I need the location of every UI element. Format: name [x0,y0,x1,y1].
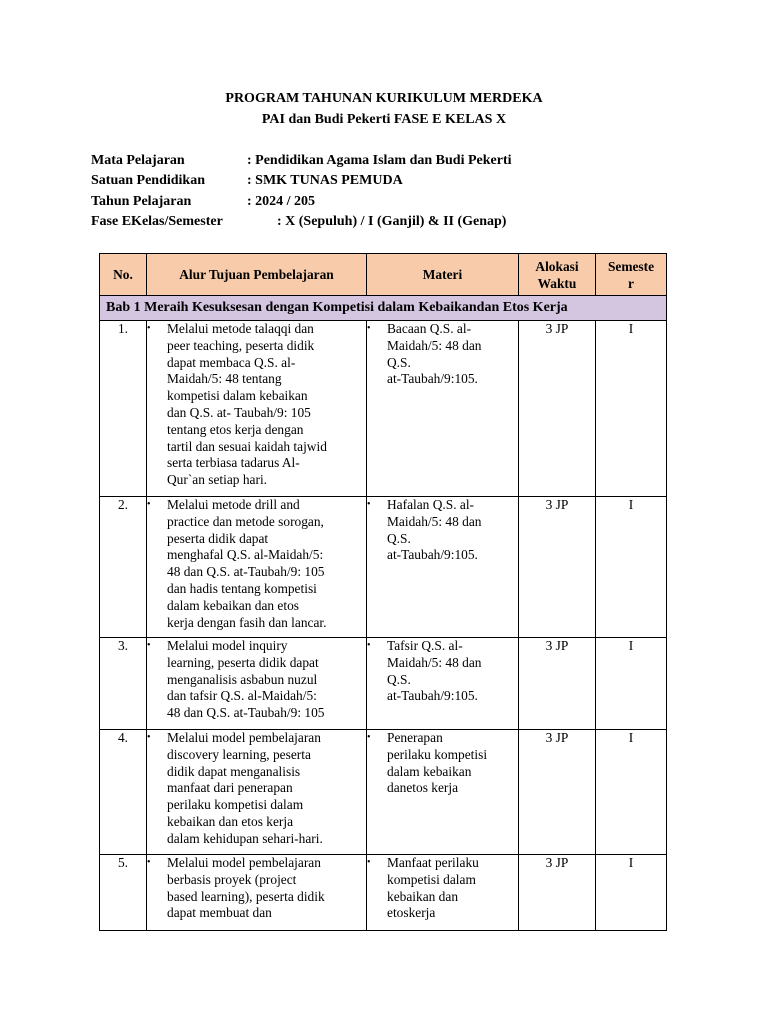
learning-objective-line: dalam kebaikan dan etos [167,597,299,613]
learning-objective-line: perilaku kompetisi dalam [167,797,304,813]
bullet-icon: • [147,732,151,743]
learning-objective-line: learning, peserta didik dapat [167,654,319,670]
learning-objective-line: dapat membuat dan [167,905,272,921]
learning-objective-line: Melalui model pembelajaran [167,855,321,870]
header-time-allocation-line1: Alokasi [535,258,579,274]
learning-objective-line: tentang etos kerja dengan [167,421,304,437]
table-row [100,638,667,730]
material-line: at-Taubah/9:105. [387,688,478,704]
learning-objective-line: based learning), peserta didik [167,888,325,904]
learning-objective-text [167,855,366,922]
bullet-icon: • [367,323,371,334]
material-line: Tafsir Q.S. al- [387,638,463,653]
time-allocation: 3 JP [519,855,596,931]
learning-objective-line: kebaikan dan etos kerja [167,813,294,829]
annual-program-table [99,253,667,931]
learning-objective-line: menganalisis asbabun nuzul [167,671,318,687]
material-line: Q.S. [387,354,411,370]
bullet-icon: • [147,323,151,334]
learning-objective-line: practice dan metode sorogan, [167,513,324,529]
learning-objective-line: berbasis proyek (project [167,871,297,887]
material-line: etoskerja [387,905,436,921]
learning-objective-cell [147,497,367,638]
bullet-icon: • [367,640,371,651]
bullet-icon: • [147,640,151,651]
learning-objective-cell [147,638,367,730]
row-number: 2. [100,497,147,638]
table-header-row [100,254,667,296]
header-semester [596,254,667,296]
learning-objective-line: 48 dan Q.S. at-Taubah/9: 105 [167,564,325,580]
header-time-allocation-line2: Waktu [537,275,577,291]
learning-objective-bullet-item [147,730,366,848]
material-line: danetos kerja [387,780,459,796]
row-number: 3. [100,638,147,730]
material-line: Manfaat perilaku [387,855,479,870]
row-number: 5. [100,855,147,931]
bullet-icon: • [367,732,371,743]
header-semester-line1: Semeste [607,258,655,274]
document-title: PROGRAM TAHUNAN KURIKULUM MERDEKA [225,91,543,106]
material-bullet-item [367,497,518,564]
learning-objective-line: Maidah/5: 48 tentang [167,371,282,387]
learning-objective-cell [147,730,367,855]
learning-objective-line: peer teaching, peserta didik [167,337,315,353]
learning-objective-line: peserta didik dapat [167,530,269,546]
learning-objective-line: 48 dan Q.S. at-Taubah/9: 105 [167,705,325,721]
learning-objective-bullet-item [147,638,366,722]
material-line: Q.S. [387,530,411,546]
material-line: Bacaan Q.S. al- [387,321,472,336]
time-allocation: 3 JP [519,497,596,638]
table-row [100,855,667,931]
material-line: kebaikan dan [387,888,459,904]
learning-objective-line: dapat membaca Q.S. al- [167,354,296,370]
material-text [387,638,518,705]
learning-objective-line: Melalui metode talaqqi dan [167,321,314,336]
material-line: Q.S. [387,671,411,687]
material-line: perilaku kompetisi [387,746,488,762]
material-bullet-item [367,730,518,797]
semester: I [596,638,667,730]
material-text [387,321,518,388]
material-cell [367,638,519,730]
learning-objective-line: kompetisi dalam kebaikan [167,388,308,404]
material-cell [367,497,519,638]
material-line: Maidah/5: 48 dan [387,654,482,670]
header-material: Materi [367,254,519,296]
learning-objective-line: serta terbiasa tadarus Al- [167,455,300,471]
learning-objective-text [167,321,366,489]
header-learning-objectives: Alur Tujuan Pembelajaran [147,254,367,296]
bullet-icon: • [147,499,151,510]
learning-objective-line: dalam kehidupan sehari-hari. [167,830,323,846]
learning-objective-text [167,638,366,722]
learning-objective-line: tartil dan sesuai kaidah tajwid [167,438,327,454]
material-text [387,497,518,564]
material-cell [367,730,519,855]
learning-objective-line: menghafal Q.S. al-Maidah/5: [167,547,324,563]
table-row [100,730,667,855]
learning-objective-line: Melalui metode drill and [167,497,300,512]
phase-value: : X (Sepuluh) / I (Ganjil) & II (Genap) [277,214,507,229]
table-row [100,497,667,638]
material-line: at-Taubah/9:105. [387,371,478,387]
learning-objective-line: Melalui model inquiry [167,638,288,653]
learning-objective-bullet-item [147,497,366,631]
document-subtitle: PAI dan Budi Pekerti FASE E KELAS X [261,112,507,127]
time-allocation: 3 JP [519,321,596,497]
learning-objective-line: kerja dengan fasih dan lancar. [167,614,327,630]
material-line: Hafalan Q.S. al- [387,497,475,512]
material-line: kompetisi dalam [387,871,476,887]
time-allocation: 3 JP [519,730,596,855]
learning-objective-line: Qur`an setiap hari. [167,472,268,488]
semester: I [596,321,667,497]
material-text [387,855,518,922]
learning-objective-line: didik dapat menganalisis [167,763,301,779]
phase-label: Fase EKelas/Semester [91,214,223,229]
material-bullet-item [367,638,518,705]
school-value: : SMK TUNAS PEMUDA [247,173,403,188]
header-semester-line2: r [628,275,634,291]
row-number: 4. [100,730,147,855]
learning-objective-cell [147,321,367,497]
subject-label: Mata Pelajaran [91,153,185,168]
year-value: : 2024 / 205 [247,194,316,209]
time-allocation: 3 JP [519,638,596,730]
learning-objective-line: manfaat dari penerapan [167,780,293,796]
bullet-icon: • [147,857,151,868]
learning-objective-text [167,730,366,848]
chapter-title: Bab 1 Meraih Kesuksesan dengan Kompetisi dalam Kebaikandan Etos Kerja [100,296,667,321]
material-line: dalam kebaikan [387,763,472,779]
semester: I [596,855,667,931]
learning-objective-bullet-item [147,321,366,489]
material-line: Maidah/5: 48 dan [387,513,482,529]
school-label: Satuan Pendidikan [91,173,205,188]
learning-objective-bullet-item [147,855,366,922]
semester: I [596,730,667,855]
material-line: at-Taubah/9:105. [387,547,478,563]
bullet-icon: • [367,499,371,510]
learning-objective-cell [147,855,367,931]
subject-value: : Pendidikan Agama Islam dan Budi Pekerti [247,153,512,168]
semester: I [596,497,667,638]
bullet-icon: • [367,857,371,868]
material-cell [367,321,519,497]
material-bullet-item [367,855,518,922]
material-cell [367,855,519,931]
learning-objective-line: dan Q.S. at- Taubah/9: 105 [167,404,311,420]
header-time-allocation [519,254,596,296]
learning-objective-line: Melalui model pembelajaran [167,730,321,745]
learning-objective-line: dan hadis tentang kompetisi [167,580,317,596]
material-bullet-item [367,321,518,388]
learning-objective-line: dan tafsir Q.S. al-Maidah/5: [167,688,317,704]
table-row [100,321,667,497]
material-text [387,730,518,797]
chapter-row [100,296,667,321]
material-line: Maidah/5: 48 dan [387,337,482,353]
year-label: Tahun Pelajaran [91,194,192,209]
header-no: No. [100,254,147,296]
learning-objective-line: discovery learning, peserta [167,746,311,762]
learning-objective-text [167,497,366,631]
material-line: Penerapan [387,730,443,745]
row-number: 1. [100,321,147,497]
